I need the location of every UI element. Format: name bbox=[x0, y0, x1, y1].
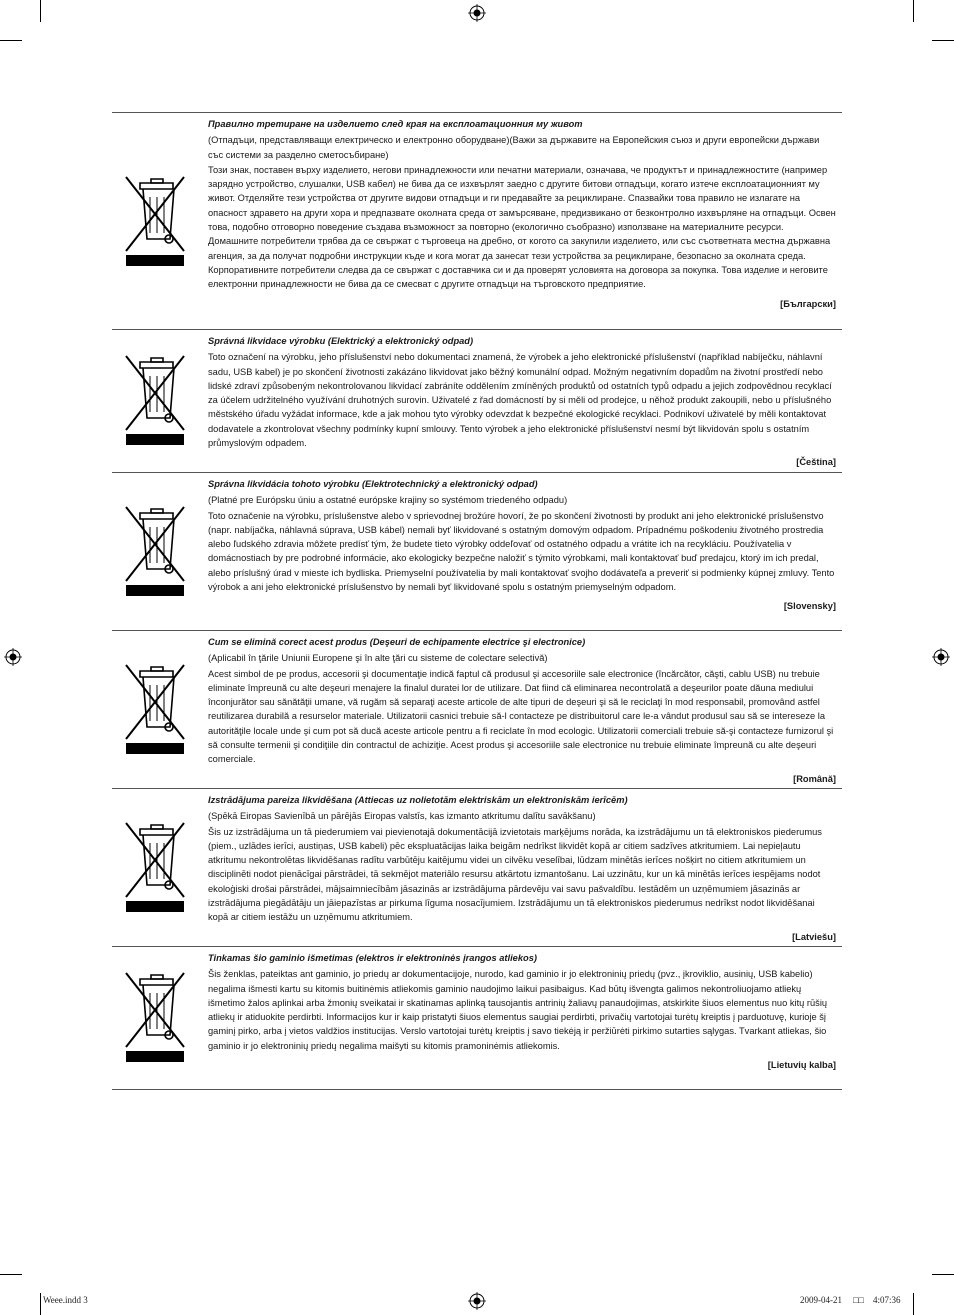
language-label: [Slovensky] bbox=[783, 601, 836, 612]
registration-mark-icon bbox=[468, 1292, 486, 1310]
section-title: Правилно третиране на изделието след края на експлоатационния му живот bbox=[208, 119, 583, 129]
section-body: Acest simbol de pe produs, accesorii şi documentaţie indică faptul că produsul şi accesoriile sale electronice (încărcător, căşti, cablu USB) nu trebuie eliminate împreună cu alte deşeuri menajere la finalul duratei lor de utilizare. Dat fiind că eliminarea necontrolată a deşeurilor poate dăuna mediului înconjurător sau sănătăţii umane, vă rugăm să separaţi aceste articole de alte tipuri de deşeuri şi să le reciclaţi în mod responsabil, promovând astfel reutilizarea durabilă a resurselor materiale. Utilizatorii casnici trebuie să-l contacteze pe distribuitorul care le-a vândut produsul sau să se intereseze la autorităţile locale unde şi cum pot să ducă aceste articole pentru a fi reciclate în mod ecologic. Utilizatorii comerciali trebuie să-şi contacteze furnizorul şi să consulte termenii şi condiţiile din contractul de achiziţie. Acest produs şi accesoriile sale electronice nu trebuie eliminate împreună cu alte deşeuri comerciale. bbox=[208, 668, 834, 765]
crop-mark bbox=[913, 1293, 914, 1315]
section-subtitle: (Aplicabil în ţările Uniunii Europene şi în alte ţări cu sisteme de colectare selectivă) bbox=[208, 653, 548, 664]
section-body: Toto označenie na výrobku, príslušenstve alebo v sprievodnej brožúre hovorí, že po skončení životnosti by produkt ani jeho elektronické príslušenstvo (napr. nabíjačka, náhlavná súprava, USB kábel) nemali byť likvidované s ostatným domovým odpadom. Prípadnému poškodeniu životného prostredia alebo ľudského zdravia môžete predísť tým, že budete tieto výrobky oddeľovať od ostatného odpadu a vrátite ich na recykláciu. Používatelia v domácnostiach by pre podrobné informácie, ako ekologicky bezpečne naložiť s týmito výrobkami, mali kontaktovať buď predajcu, ktorý im ich predal, alebo príslušný úrad v mieste ich bydliska. Priemyselní používatelia by mali kontaktovať svojho dodávateľa a preveriť si podmienky kúpnej zmluvy. Tento výrobok a ani jeho elektronické príslušenstvo by nemali byť likvidované spolu s ostatným priemyselným odpadom. bbox=[208, 510, 835, 593]
language-label: [Lietuvių kalba] bbox=[767, 1060, 836, 1071]
section-body: Toto označení na výrobku, jeho příslušenství nebo dokumentaci znamená, že výrobek a jeho elektronické příslušenství (například nabíječku, náhlavní sadu, USB kabel) je po skončení životnosti zakázáno likvidovat jako běžný komunální odpad. Možným negativním dopadům na životní prostředí nebo lidské zdraví způsobeným nekontrolovanou likvidací zabráníte oddělením zmíněných produktů od ostatních typů odpadu a jejich zodpovědnou recyklací za účelem udržitelného využívání druhotných surovin. Uživatelé z řad domácností by si měli od prodejce, u něhož produkt zakoupili, nebo u příslušného městského úřadu vyžádat informace, kde a jak mohou tyto výrobky odevzdat k bezpečné ekologické recyklaci. Podnikoví uživatelé by měli kontaktovat dodavatele a zkontrolovat všechny podmínky kupní smlouvy. Tento výrobek a jeho elektronické příslušenství nesmí být likvidován spolu s ostatním průmyslovým odpadem. bbox=[208, 352, 832, 449]
section-title: Izstrādājuma pareiza likvidēšana (Attiecas uz nolietotām elektriskām un elektroniskām ierīcēm) bbox=[208, 795, 628, 805]
section-title: Cum se elimină corect acest produs (Deşeuri de echipamente electrice şi electronice) bbox=[208, 637, 586, 647]
weee-sections bbox=[112, 112, 842, 1090]
crop-mark bbox=[932, 40, 954, 41]
footer-file: Weee.indd 3 bbox=[43, 1295, 88, 1305]
crop-mark bbox=[932, 1274, 954, 1275]
crop-mark bbox=[0, 1274, 22, 1275]
section-subtitle: (Platné pre Európsku úniu a ostatné európske krajiny so systémom triedeného odpadu) bbox=[208, 495, 568, 506]
registration-mark-icon bbox=[4, 648, 22, 666]
weee-section-czech bbox=[112, 330, 842, 473]
crossed-out-wheelie-bin-icon bbox=[124, 817, 186, 915]
registration-mark-icon bbox=[468, 4, 486, 22]
section-title: Správna likvidácia tohoto výrobku (Elektrotechnický a elektronický odpad) bbox=[208, 479, 538, 489]
language-label: [Română] bbox=[793, 773, 836, 784]
crop-mark bbox=[913, 0, 914, 22]
crossed-out-wheelie-bin-icon bbox=[124, 659, 186, 757]
weee-section-bulgarian bbox=[112, 113, 842, 330]
footer-date: 2009-04-21 bbox=[800, 1295, 842, 1305]
section-body: Šis ženklas, pateiktas ant gaminio, jo priedų ar dokumentacijoje, nurodo, kad gaminio ir jo elektroninių priedų (pvz., įkroviklio, ausinių, USB kabelio) negalima išmesti kartu su kitomis buitinėmis atliekomis gaminio naudojimo laikui pasibaigus. Kad būtų išvengta galimos nekontroliuojamo atliekų išmetimo žalos aplinkai arba žmonių sveikatai ir skatinamas aplinką tausojantis antrinių žaliavų panaudojimas, atskirkite šiuos elementus nuo kitų rūšių atliekų ir atiduokite perdirbti. Informacijos kur ir kaip pristatyti šiuos elementus saugiai perdirbti, privačių vartotojai turėtų kreiptis į parduotuvę, kurioje šį gaminį pirko, arba į vietos valdžios institucijas. Verslo vartotojai turėtų kreiptis į savo tiekėją ir peržiūrėti pirkimo sutarties sąlygas. Tvarkant atliekas, šio gaminio ir jo elektroninių priedų negalima maišyti su kitomis pramoninėmis atliekomis. bbox=[208, 969, 828, 1051]
section-subtitle: (Spēkā Eiropas Savienībā un pārējās Eiropas valstīs, kas izmanto atkritumu dalītu savākšanu) bbox=[208, 811, 596, 822]
registration-mark-icon bbox=[932, 648, 950, 666]
language-label: [Latviešu] bbox=[792, 931, 836, 942]
language-label: [Čeština] bbox=[796, 457, 836, 468]
section-body: Този знак, поставен върху изделието, негови принадлежности или печатни материали, означава, че продуктът и принадлежностите (например зарядно устройство, слушалки, USB кабел) не бива да се изхвърлят заедно с другите битови отпадъци, когато изтече експлоатационният му живот. Отделяйте тези устройства от другите видови отпадъци и ги предавайте за рециклиране. Спазвайки това правило не излагате на опасност здравето на други хора и предпазвате околната среда от замърсяване, предизвикано от безконтролно изхвърляне на отпадъци. Освен това, подобно отговорно поведение създава възможност за повторно (екологично съобразно) използване на материалните ресурси. Домашните потребители трябва да се свържат с търговеца на дребно, от когото са закупили изделието, или със съответната местна държавна агенция, за да получат подробни инструкции къде и кога могат да занесат тези устройства за рециклиране, безопасно за околната среда. Корпоративните потребители следва да се свържат с доставчика си и да проверят условията на договора за покупка. Това изделие и неговите електронни принадлежности не бива да се смесват с другите отпадъци на търговското предприятие. bbox=[208, 164, 836, 290]
weee-section-lithuanian bbox=[112, 947, 842, 1090]
section-title: Správná likvidace výrobku (Elektrický a elektronický odpad) bbox=[208, 336, 474, 346]
weee-section-slovak bbox=[112, 473, 842, 631]
footer-garbled-glyphs: □□ bbox=[853, 1295, 864, 1305]
section-body: Šis uz izstrādājuma un tā piederumiem vai pievienotajā dokumentācijā izvietotais marķējums norāda, ka izstrādājumu un tā elektroniskos piederumus (piem., uzlādes ierīci, austiņas, USB kabeli) pēc ekspluatācijas laika beigām nedrīkst likvidēt kopā ar citiem sadzīves atkritumiem. Lai nepieļautu atkritumu nekontrolētas likvidēšanas radītu varbūtēju kaitējumu videi un cilvēku veselībai, lūdzam minētās ierīces nošķirt no citiem atkritumiem un disciplinēti nodot pienācīgai pārstrādei, tā sekmējot materiālo resursu atkārtotu izmantošanu. Lai uzzinātu, kur un kā minētās ierīces iespējams nodot ekoloģiski drošai pārstrādei, mājsaimniecībām jāsazinās ar izstrādājuma pārdevēju vai savu pašvaldību. Iestādēm un uzņēmumiem jāsazinās ar izstrādājuma piegādātāju un jāiepazīstas ar pirkuma līguma nosacījumiem. Izstrādājumu un tā elektroniskos piederumus nedrīkst nodot likvidēšanai kopā ar citiem iestāžu un uzņēmumu atkritumiem. bbox=[208, 826, 822, 923]
section-subtitle: (Отпадъци, представляващи електрическо и електронно оборудване)(Важи за държавите на Европейския съюз и други европейски държави със системи за разделно сметосъбиране) bbox=[208, 135, 820, 160]
crop-mark bbox=[40, 0, 41, 22]
crossed-out-wheelie-bin-icon bbox=[124, 350, 186, 448]
crossed-out-wheelie-bin-icon bbox=[124, 967, 186, 1065]
language-label: [Български] bbox=[780, 298, 836, 309]
weee-section-latvian bbox=[112, 789, 842, 947]
crossed-out-wheelie-bin-icon bbox=[124, 171, 186, 269]
weee-section-romanian bbox=[112, 631, 842, 789]
crop-mark bbox=[40, 1293, 41, 1315]
section-title: Tinkamas šio gaminio išmetimas (elektros ir elektroninės įrangos atliekos) bbox=[208, 953, 537, 963]
footer-time: 4:07:36 bbox=[873, 1295, 901, 1305]
crop-mark bbox=[0, 40, 22, 41]
crossed-out-wheelie-bin-icon bbox=[124, 501, 186, 599]
